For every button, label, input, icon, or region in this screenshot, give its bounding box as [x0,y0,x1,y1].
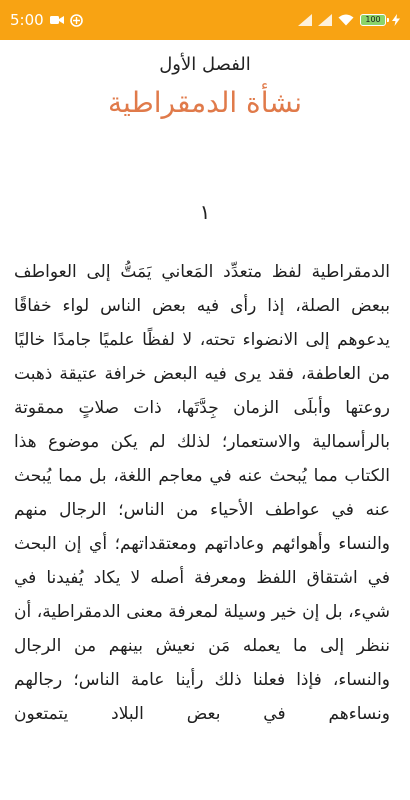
body-paragraph: الدمقراطية لفظ متعدِّد المَعاني يَمَتُّ إلى العواطف ببعض الصلة، إذا رأى فيه بعض الناس لواء خفاقًا يدعوهم إلى الانضواء تحته، لا لفظًا علميًا جامدًا خاليًا من العاطفة، فقد يرى فيه البعض خرافة عتيقة ذهبت روعتها وأبلَى الزمان جِدَّتَها، ذات صلاتٍ ممقوتة بالرأسمالية والاستعمار؛ لذلك لم يكن موضوع هذا الكتاب مما يُبحث عنه في معاجم اللغة، بل مما يُبحث عنه في عواطف الأحياء من الناس؛ الرجال منهم والنساء وأهوائهم وعاداتهم ومعتقداتهم؛ أي إن البحث في اشتقاق اللفظ ومعرفة أصله لا يكاد يُفيدنا في شيء، بل إن خير وسيلة لمعرفة معنى الدمقراطية، أن ننظر إلى ما يعمله مَن نعيش بينهم من الرجال والنساء، فإذا فعلنا ذلك رأينا عامة الناس؛ رجالهم ونساءهم في بعض البلاد يتمتعون [14,262,390,724]
chapter-title: نشأة الدمقراطية [107,86,303,119]
wifi-icon [338,14,354,26]
status-bar [0,0,410,40]
reader-page[interactable] [0,40,410,800]
signal-icon [298,14,312,26]
status-right [298,0,400,40]
section-number: ١ [199,200,211,224]
clock: 5:00 [10,11,44,29]
battery-level: 100 [365,15,381,24]
chapter-label: الفصل الأول [159,54,251,75]
charging-icon [392,14,400,26]
status-left [10,0,83,40]
vpn-icon [70,14,83,27]
video-camera-icon [50,15,64,25]
signal-icon [318,14,332,26]
battery-icon [360,14,386,26]
